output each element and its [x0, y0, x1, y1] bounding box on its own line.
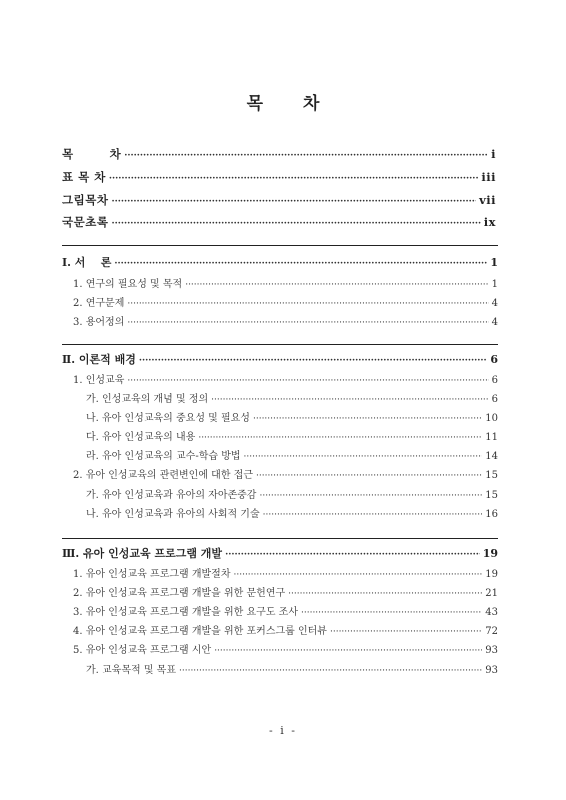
dot-leader: [330, 627, 482, 637]
dot-leader: [114, 259, 487, 269]
dot-leader: [253, 414, 482, 424]
dot-leader: [139, 356, 487, 366]
toc-item-page: 1: [491, 279, 498, 290]
toc-item-page: 21: [485, 588, 498, 599]
section-divider: [62, 245, 498, 246]
toc-chapter-2[interactable]: [62, 351, 498, 367]
toc-item-label: 3. 용어정의: [73, 317, 125, 328]
toc-item-label: 1. 유아 인성교육 프로그램 개발절차: [73, 569, 231, 580]
toc-item-label: 5. 유아 인성교육 프로그램 시안: [73, 645, 212, 656]
toc-entry-tables[interactable]: [62, 169, 496, 185]
toc-item-page: 6: [491, 394, 498, 405]
section-divider: [62, 344, 498, 345]
toc-item-label: 나. 유아 인성교육의 중요성 및 필요성: [86, 413, 250, 424]
toc-item-label: 2. 유아 인성교육의 관련변인에 대한 접근: [73, 470, 253, 481]
toc-entry-label: 그림목차: [62, 193, 109, 207]
section-divider: [62, 538, 498, 539]
toc-item-page: 93: [485, 645, 498, 656]
toc-item[interactable]: [73, 641, 498, 656]
toc-entry-contents[interactable]: [62, 146, 496, 162]
toc-item[interactable]: [73, 275, 498, 290]
toc-item-label: 2. 유아 인성교육 프로그램 개발을 위한 문헌연구: [73, 588, 286, 599]
toc-item[interactable]: [73, 622, 498, 637]
dot-leader: [234, 570, 483, 580]
dot-leader: [111, 197, 476, 207]
dot-leader: [225, 550, 480, 560]
toc-item-label: 1. 연구의 필요성 및 목적: [73, 279, 183, 290]
toc-chapter-label: Ⅱ. 이론적 배경: [62, 353, 136, 366]
toc-item[interactable]: [73, 603, 498, 618]
toc-subitem[interactable]: [86, 486, 498, 501]
toc-item-page: 4: [491, 317, 498, 328]
toc-item-label: 가. 교육목적 및 목표: [86, 665, 176, 676]
toc-item-page: 10: [485, 413, 498, 424]
toc-item-page: 15: [485, 470, 498, 481]
toc-item[interactable]: [73, 313, 498, 328]
toc-item[interactable]: [73, 466, 498, 481]
toc-item-label: 나. 유아 인성교육과 유아의 사회적 기술: [86, 509, 260, 520]
toc-item[interactable]: [73, 565, 498, 580]
toc-item-page: 72: [485, 626, 498, 637]
page-title: [0, 89, 566, 114]
dot-leader: [179, 666, 482, 676]
dot-leader: [185, 280, 488, 290]
dot-leader: [127, 299, 488, 309]
dot-leader: [124, 151, 488, 161]
dot-leader: [256, 471, 482, 481]
dot-leader: [214, 646, 482, 656]
toc-item-page: 14: [485, 451, 498, 462]
toc-item[interactable]: [73, 584, 498, 599]
toc-item-page: 15: [485, 490, 498, 501]
dot-leader: [263, 510, 483, 520]
toc-entry-page: iii: [481, 170, 496, 184]
dot-leader: [288, 589, 482, 599]
toc-item-label: 1. 인성교육: [73, 375, 125, 386]
toc-subitem[interactable]: [86, 428, 498, 443]
dot-leader: [109, 174, 479, 184]
toc-item-label: 4. 유아 인성교육 프로그램 개발을 위한 포커스그룹 인터뷰: [73, 626, 327, 637]
toc-entry-figures[interactable]: [62, 192, 496, 208]
toc-entry-label: 표 목 차: [62, 170, 106, 184]
page-number-footer: - i -: [269, 724, 297, 737]
toc-item-page: 16: [485, 509, 498, 520]
toc-entry-page: vii: [479, 193, 496, 207]
toc-item-label: 가. 인성교육의 개념 및 정의: [86, 394, 209, 405]
dot-leader: [211, 395, 488, 405]
toc-item-page: 19: [485, 569, 498, 580]
toc-item-page: 93: [485, 665, 498, 676]
toc-subitem[interactable]: [86, 661, 498, 676]
toc-item-page: 11: [485, 432, 498, 443]
toc-item[interactable]: [73, 294, 498, 309]
toc-item[interactable]: [73, 371, 498, 386]
dot-leader: [127, 376, 488, 386]
toc-subitem[interactable]: [86, 390, 498, 405]
toc-item-page: 4: [491, 298, 498, 309]
title-part-2: 차: [303, 94, 320, 114]
toc-subitem[interactable]: [86, 409, 498, 424]
toc-item-label: 가. 유아 인성교육과 유아의 자아존중감: [86, 490, 257, 501]
title-part-1: 목: [246, 94, 263, 114]
toc-item-page: 43: [485, 607, 498, 618]
dot-leader: [111, 219, 480, 229]
toc-chapter-3[interactable]: [62, 545, 498, 561]
toc-entry-label: 국문초록: [62, 215, 109, 229]
toc-item-label: 3. 유아 인성교육 프로그램 개발을 위한 요구도 조사: [73, 607, 298, 618]
toc-subitem[interactable]: [86, 505, 498, 520]
toc-chapter-1[interactable]: [62, 254, 498, 270]
toc-chapter-label: Ⅲ. 유아 인성교육 프로그램 개발: [62, 547, 223, 560]
toc-subitem[interactable]: [86, 447, 498, 462]
toc-chapter-page: 1: [490, 256, 498, 269]
toc-chapter-page: 19: [482, 547, 498, 560]
toc-entry-abstract[interactable]: [62, 214, 496, 230]
toc-item-label: 2. 연구문제: [73, 298, 125, 309]
toc-item-page: 6: [491, 375, 498, 386]
dot-leader: [198, 433, 482, 443]
toc-chapter-label: Ⅰ. 서 론: [62, 256, 112, 269]
dot-leader: [244, 452, 483, 462]
toc-entry-label: 목 차: [62, 147, 122, 161]
dot-leader: [259, 491, 482, 501]
dot-leader: [301, 608, 482, 618]
toc-item-label: 다. 유아 인성교육의 내용: [86, 432, 196, 443]
toc-chapter-page: 6: [490, 353, 498, 366]
toc-item-label: 라. 유아 인성교육의 교수-학습 방법: [86, 451, 241, 462]
dot-leader: [127, 318, 488, 328]
toc-entry-page: i: [491, 147, 496, 161]
toc-entry-page: ix: [483, 215, 496, 229]
